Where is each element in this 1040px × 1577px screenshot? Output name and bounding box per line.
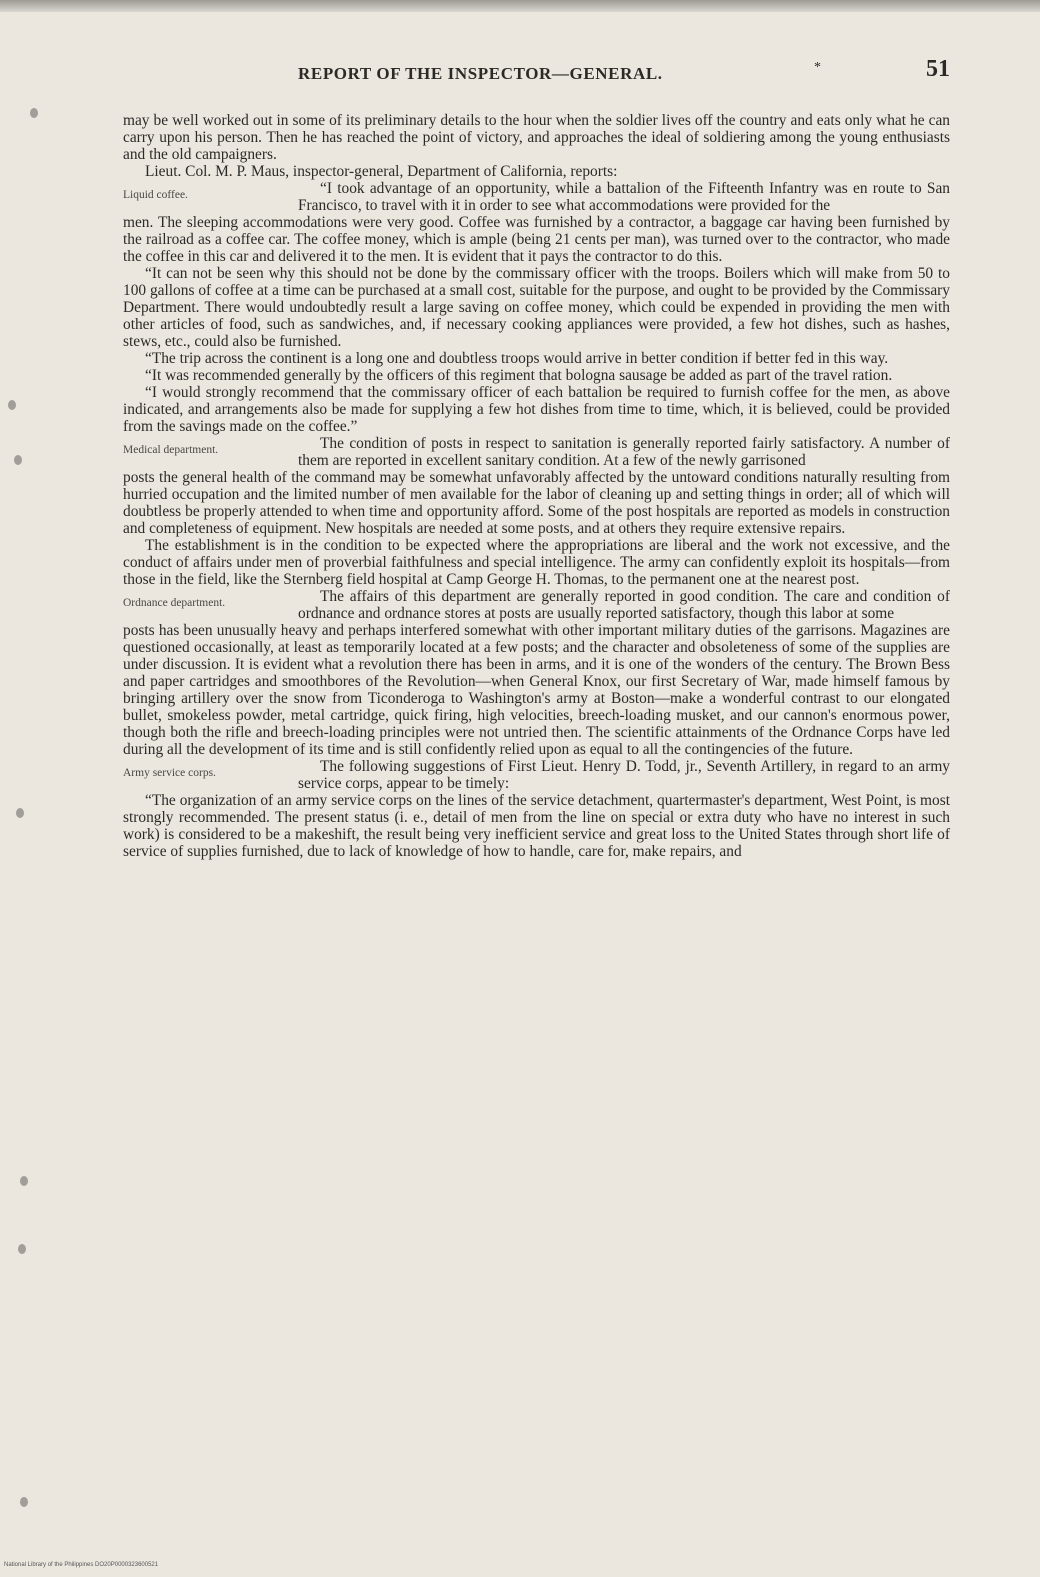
paragraph: “It can not be seen why this should not be done by the commissary officer with the troops. Boilers which will make from 50 to 100 gallons of coffee at a time can be purchased at a small cost, suitable for the purpose, and ought to be provided by the Commissary Department. There would undoubtedly result a large saving on coffee money, which could be expended in providing the men with other articles of food, such as sandwiches, and, if necessary cooking appliances were provided, a few hot dishes, such as hashes, stews, etc., could also be furnished. (123, 265, 950, 350)
scan-speck (16, 808, 24, 818)
margin-note-medical-department: Medical department. (123, 444, 219, 456)
scan-credit: National Library of the Philippines DO20P0000323600521 (4, 1562, 159, 1568)
scan-top-edge (0, 0, 1040, 12)
scan-speck (14, 455, 22, 465)
ordnance-department-section (123, 588, 950, 622)
page-header (120, 56, 950, 88)
paragraph: Lieut. Col. M. P. Maus, inspector-general, Department of California, reports: (145, 163, 618, 180)
paragraph: The establishment is in the condition to be expected where the appropriations are liberal and the work not excessive, and the conduct of affairs under men of proverbial faithfulness and special intelligence. The army can confidently exploit its hospitals—from those in the field, like the Sternberg field hospital at Camp George H. Thomas, to the permanent one at the nearest post. (123, 537, 950, 588)
scan-speck (20, 1497, 28, 1507)
paragraph: The affairs of this department are generally reported in good condition. The care and condition of ordnance and ordnance stores at posts are usually reported satisfactory, though this labor at some (298, 588, 950, 622)
body-text (123, 112, 950, 860)
scan-speck (8, 400, 16, 410)
paragraph: “I took advantage of an opportunity, while a battalion of the Fifteenth Infantry was en route to San Francisco, to travel with it in order to see what accommodations were provided for the (298, 180, 950, 214)
liquid-coffee-section (123, 180, 950, 214)
scan-speck (30, 108, 38, 118)
paragraph: may be well worked out in some of its preliminary details to the hour when the soldier lives off the country and eats only what he can carry upon his person. Then he has reached the point of victory, and approaches the ideal of soldiering among the young enthusiasts and the old campaigners. (123, 112, 950, 163)
army-service-corps-section (123, 758, 950, 792)
paragraph: The following suggestions of First Lieut. Henry D. Todd, jr., Seventh Artillery, in regard to an army service corps, appear to be timely: (298, 758, 950, 792)
running-title: REPORT OF THE INSPECTOR—GENERAL. (298, 64, 663, 83)
paragraph: The condition of posts in respect to sanitation is generally reported fairly satisfactory. A number of them are reported in excellent sanitary condition. At a few of the newly garrisoned (298, 435, 950, 469)
paragraph: “It was recommended generally by the officers of this regiment that bologna sausage be added as part of the travel ration. (145, 367, 893, 384)
paragraph: “The organization of an army service corps on the lines of the service detachment, quartermaster's department, West Point, is most strongly recommended. The present status (i. e., detail of men from the line on special or extra duty who have no interest in such work) is considered to be a makeshift, the result being very inefficient service and great loss to the United States through short life of service of supplies furnished, due to lack of knowledge of how to handle, care for, make repairs, and (123, 792, 950, 860)
paragraph: posts has been unusually heavy and perhaps interfered somewhat with other important military duties of the garrisons. Magazines are questioned occasionally, at least as temporarily located at a few posts; and the character and obsoleteness of some of the supplies are under discussion. It is evident what a revolution there has been in arms, and it is one of the wonders of the century. The Brown Bess and paper cartridges and smoothbores of the Revolution—when General Knox, our first Secretary of War, made himself famous by bringing artillery over the snow from Ticonderoga to Washington's army at Boston—make a wonderful contrast to our elongated bullet, smokeless powder, metal cartridge, quick firing, high velocities, breech-loading musket, and our cannon's enormous power, though both the rifle and breech-loading principles were not untried then. The scientific attainments of the Ordnance Corps have led during all the development of its time and is still confidently relied upon as equal to all the contingencies of the future. (123, 622, 950, 758)
paragraph: men. The sleeping accommodations were very good. Coffee was furnished by a contractor, a baggage car having been furnished by the railroad as a coffee car. The coffee money, which is ample (being 21 cents per man), was turned over to the contractor, who made the coffee in this car and delivered it to the men. It is evident that it pays the contractor to do this. (123, 214, 950, 265)
medical-department-section (123, 435, 950, 469)
paragraph: “The trip across the continent is a long one and doubtless troops would arrive in better condition if better fed in this way. (145, 350, 889, 367)
scan-speck (18, 1244, 26, 1254)
paragraph: “I would strongly recommend that the commissary officer of each battalion be required to furnish coffee for the men, as above indicated, and arrangements also be made for supplying a few hot dishes from time to time, which, it is believed, could be provided from the savings made on the coffee.” (123, 384, 950, 435)
header-mark: * (814, 60, 821, 75)
margin-note-liquid-coffee: Liquid coffee. (123, 189, 188, 201)
margin-note-ordnance-department: Ordnance department. (123, 597, 226, 609)
page-number: 51 (926, 56, 950, 82)
margin-note-army-service-corps: Army service corps. (123, 767, 216, 779)
scan-speck (20, 1176, 28, 1186)
paragraph: posts the general health of the command may be somewhat unfavorably affected by the untoward conditions naturally resulting from hurried occupation and the limited number of men available for the labor of cleaning up and setting things in order; all of which will doubtless be properly attended to when time and opportunity afford. Some of the post hospitals are reported as models in construction and completeness of equipment. New hospitals are needed at some posts, and at others they require extensive repairs. (123, 469, 950, 537)
